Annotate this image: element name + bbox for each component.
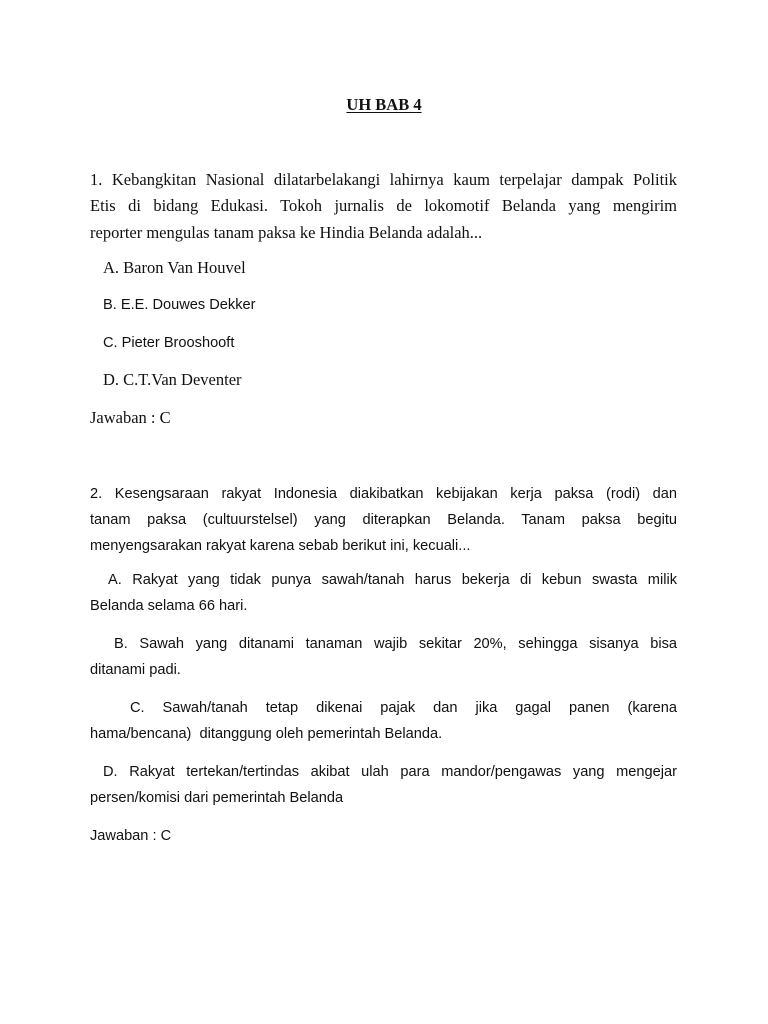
- question-2-option-c-line-1: C. Sawah/tanah tetap dikenai pajak dan jika gagal panen (karena: [130, 700, 677, 716]
- question-2-text: [90, 481, 677, 559]
- question-2-option-b: [90, 631, 677, 683]
- page-title: [0, 95, 768, 115]
- question-2-line-2: tanam paksa (cultuurstelsel) yang diterapkan Belanda. Tanam paksa begitu: [90, 512, 677, 528]
- question-1-line-1: 1. Kebangkitan Nasional dilatarbelakangi lahirnya kaum terpelajar dampak Politik: [90, 170, 677, 189]
- question-1-option-b: B. E.E. Douwes Dekker: [103, 297, 256, 313]
- question-2-option-a: [90, 567, 677, 619]
- question-2-option-d-line-1: D. Rakyat tertekan/tertindas akibat ulah para mandor/pengawas yang mengejar: [103, 764, 677, 780]
- question-2-option-a-line-2: Belanda selama 66 hari.: [90, 598, 248, 614]
- question-2-line-3: menyengsarakan rakyat karena sebab berikut ini, kecuali...: [90, 538, 471, 554]
- question-1-line-2: [90, 193, 677, 220]
- question-2-option-a-line-1: A. Rakyat yang tidak punya sawah/tanah harus bekerja di kebun swasta milik: [108, 572, 677, 588]
- question-1-line-3-text: reporter mengulas tanam paksa ke Hindia Belanda adalah...: [90, 223, 483, 242]
- page-title-text: UH BAB 4: [346, 95, 422, 114]
- question-2-line-1: 2. Kesengsaraan rakyat Indonesia diakibatkan kebijakan kerja paksa (rodi) dan: [90, 486, 677, 502]
- question-1-option-c: C. Pieter Brooshooft: [103, 335, 235, 351]
- question-2-option-d-line-2: persen/komisi dari pemerintah Belanda: [90, 790, 344, 806]
- question-2-option-b-line-2: ditanami padi.: [90, 662, 181, 678]
- question-1-option-a: A. Baron Van Houvel: [103, 258, 246, 277]
- question-2-answer: Jawaban : C: [90, 828, 172, 844]
- question-1-answer: Jawaban : C: [90, 408, 171, 427]
- question-1-line-2-text: Etis di bidang Edukasi. Tokoh jurnalis de lokomotif Belanda yang mengirim: [90, 196, 677, 215]
- question-1-option-d: D. C.T.Van Deventer: [103, 370, 242, 389]
- question-2-option-b-line-1: B. Sawah yang ditanami tanaman wajib sekitar 20%, sehingga sisanya bisa: [114, 636, 677, 652]
- question-1-text: [90, 167, 677, 247]
- question-2-option-d: [90, 759, 677, 811]
- question-2-option-c-line-2: hama/bencana) ditanggung oleh pemerintah Belanda.: [90, 726, 443, 742]
- question-2-option-c: [90, 695, 677, 747]
- question-1-line-3: [90, 220, 677, 247]
